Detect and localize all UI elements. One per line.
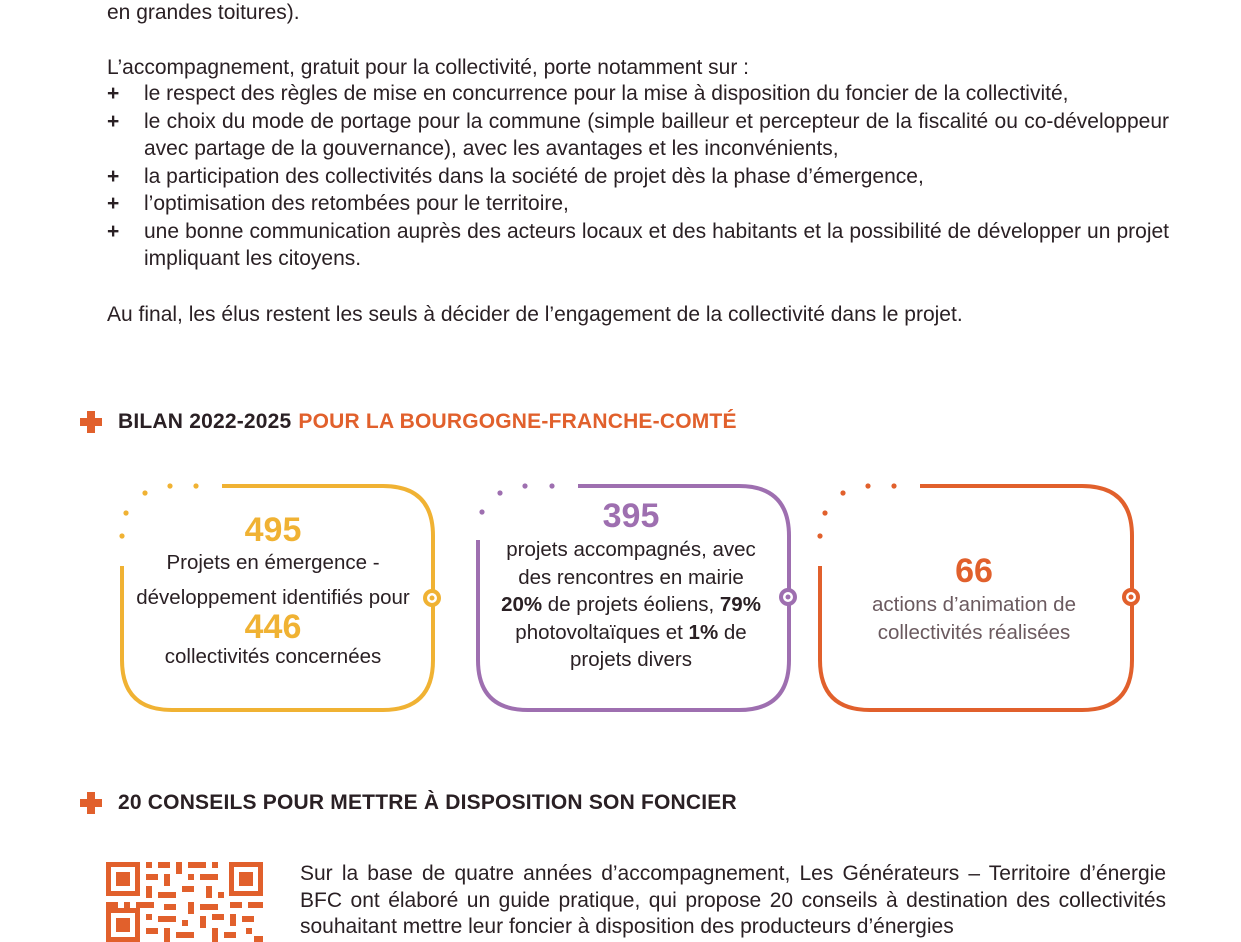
stat-label-line4 (480, 619, 782, 647)
stat-label-line3 (480, 591, 782, 619)
eolien-text: de projets éoliens, (547, 593, 715, 616)
stat-number-collectivites: 446 (244, 608, 302, 646)
pct-eolien: 20% (501, 593, 543, 616)
stat-label-line2: collectivités réalisées (877, 620, 1071, 644)
intro-top-line: en grandes toitures). (107, 1, 300, 24)
dots-orange (817, 483, 896, 538)
stat-number-projects: 495 (244, 511, 302, 549)
stat-label-line2: développement identifiés pour (136, 585, 410, 609)
stat-label-line2: des rencontres en mairie (518, 565, 744, 589)
conseils-paragraph: Sur la base de quatre années d’accompagnement, Les Générateurs – Territoire d’énergie BFC ont élaboré un guide pratique, qui propose 20 conseils à destination des collectivités souhaitant mettre leur foncier à disposition des producteurs d’énergies (300, 862, 1166, 938)
plus-icon: + (107, 109, 120, 133)
bilan-title-dark: BILAN 2022-2025 (118, 410, 292, 433)
pct-divers: 1% (688, 620, 719, 644)
stat-label-line3: collectivités concernées (164, 645, 382, 668)
stat-label-line1: actions d’animation de (872, 593, 1076, 616)
bilan-title-accent: POUR LA BOURGOGNE-FRANCHE-COMTÉ (298, 410, 737, 433)
conseils-section-title (80, 791, 737, 815)
bullet-text: une bonne communication auprès des acteurs locaux et des habitants et la possibilité de développer un projet impliquant les citoyens. (144, 219, 1169, 270)
plus-icon: + (107, 192, 120, 215)
stat-label-line1: projets accompagnés, avec (506, 538, 756, 561)
plus-icon: + (107, 82, 120, 105)
stat-number-accompagnes: 395 (602, 497, 660, 535)
bullet-text: l’optimisation des retombées pour le territoire, (144, 192, 569, 215)
stat-card-emergence (122, 510, 424, 671)
stat-number-animations: 66 (955, 552, 993, 590)
stat-label-line1: Projets en émergence - (166, 551, 380, 574)
de-text: de (723, 620, 747, 644)
conseils-title: 20 CONSEILS POUR METTRE À DISPOSITION SON FONCIER (118, 791, 737, 814)
plus-icon: + (107, 164, 120, 188)
intro-lead: L’accompagnement, gratuit pour la collectivité, porte notamment sur : (107, 56, 749, 79)
pv-text: photovoltaïques et (515, 620, 683, 644)
plus-icon: + (107, 219, 120, 243)
bullet-text: la participation des collectivités dans la société de projet dès la phase d’émergence, (144, 164, 924, 188)
bullet-text: le respect des règles de mise en concurrence pour la mise à disposition du foncier de la collectivité, (144, 82, 1069, 105)
stat-card-animations (822, 551, 1126, 646)
orange-cross-icon (80, 792, 102, 814)
stat-card-accompagnes (480, 496, 782, 674)
intro-conclusion: Au final, les élus restent les seuls à décider de l’engagement de la collectivité dans le projet. (107, 303, 963, 326)
stat-label-line5: projets divers (570, 648, 692, 671)
qr-code-icon (106, 862, 263, 942)
bullet-text: le choix du mode de portage pour la commune (simple bailleur et percepteur de la fiscalité ou co-développeur avec partage de la gouvernance), avec les avantages et les inconvénients, (144, 109, 1169, 160)
pct-pv: 79% (719, 593, 761, 616)
